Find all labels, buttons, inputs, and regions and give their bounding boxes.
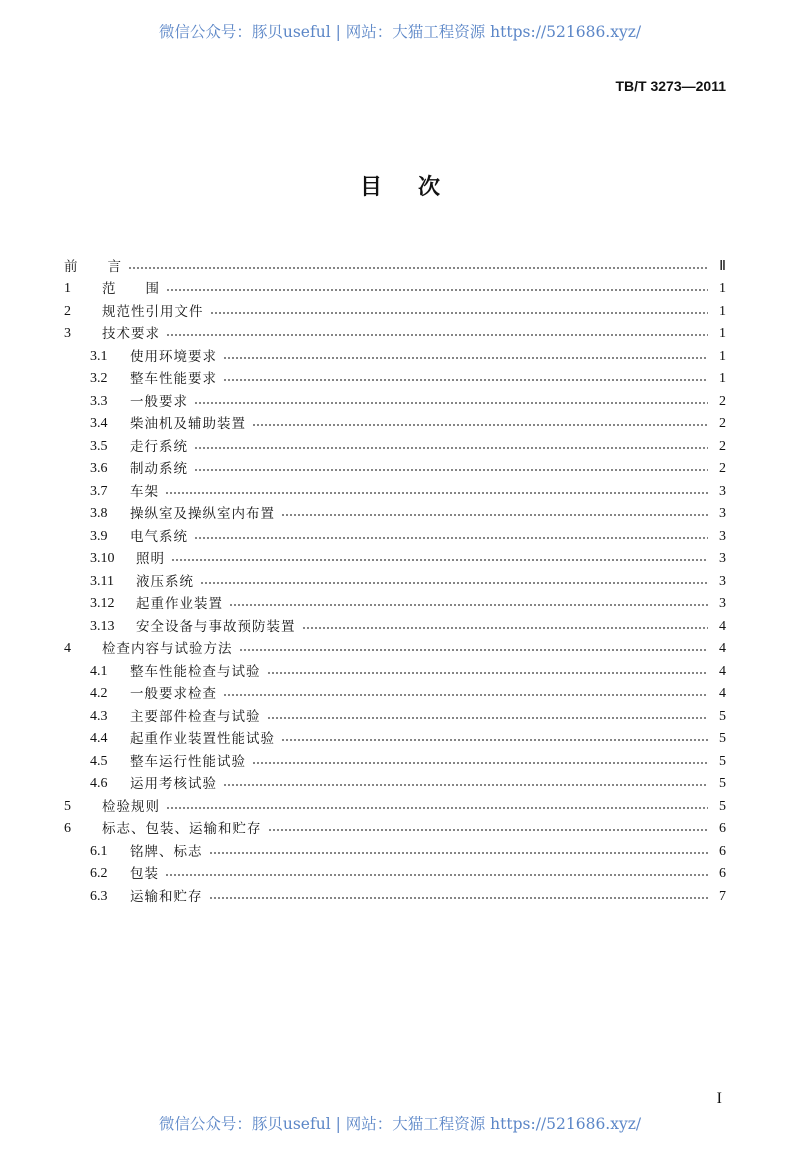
toc-entry[interactable] — [64, 635, 726, 658]
dot-leader — [267, 716, 709, 720]
toc-entry-page: 5 — [719, 776, 726, 791]
toc-entry-number: 2 — [64, 303, 71, 319]
toc-entry-page: 3 — [719, 573, 726, 589]
dot-leader — [209, 896, 709, 900]
toc-entry[interactable] — [64, 792, 726, 815]
toc-entry-number: 4.2 — [90, 686, 108, 701]
dot-leader — [223, 783, 708, 787]
toc-entry-label: 液压系统 — [136, 573, 194, 590]
dot-leader — [223, 693, 708, 697]
dot-leader — [165, 873, 708, 877]
toc-entry[interactable] — [64, 410, 726, 433]
toc-entry-label: 柴油机及辅助装置 — [130, 416, 246, 432]
dot-leader — [267, 671, 709, 675]
toc-entry[interactable] — [64, 657, 726, 680]
toc-entry-page: 1 — [719, 281, 726, 296]
toc-entry-label: 技术要求 — [102, 326, 160, 342]
toc-entry-label: 标志、包装、运输和贮存 — [102, 821, 262, 837]
toc-entry-number: 3.2 — [90, 371, 108, 386]
toc-entry-label: 前 言 — [64, 258, 122, 275]
dot-leader — [166, 333, 708, 337]
toc-entry-page: 5 — [719, 731, 726, 746]
toc-entry-label: 规范性引用文件 — [102, 303, 204, 320]
toc-entry-number: 3.6 — [90, 461, 108, 476]
toc-entry[interactable] — [64, 747, 726, 770]
toc-entry-label: 起重作业装置 — [136, 596, 223, 612]
toc-entry-number: 4.6 — [90, 776, 108, 791]
toc-entry-number: 4.5 — [90, 753, 108, 769]
toc-entry-number: 4.3 — [90, 708, 108, 724]
toc-entry-number: 6.3 — [90, 888, 108, 904]
toc-entry-page: 7 — [719, 888, 726, 904]
dot-leader — [194, 446, 708, 450]
dot-leader — [302, 626, 709, 630]
toc-entry-label: 整车运行性能试验 — [130, 753, 246, 770]
toc-entry-label: 检查内容与试验方法 — [102, 641, 233, 657]
dot-leader — [128, 266, 708, 270]
toc-entry[interactable] — [64, 455, 726, 478]
toc-entry-page: 3 — [719, 506, 726, 521]
toc-entry-number: 4.4 — [90, 731, 108, 746]
dot-leader — [194, 468, 708, 472]
toc-entry-page: 2 — [719, 461, 726, 476]
toc-entry-label: 起重作业装置性能试验 — [130, 731, 275, 747]
toc-entry-page: 6 — [719, 843, 726, 859]
toc-entry[interactable] — [64, 252, 726, 275]
page-number: I — [716, 1090, 722, 1107]
dot-leader — [200, 581, 708, 585]
toc-entry-page: 3 — [719, 551, 726, 566]
toc-entry-number: 3.3 — [90, 393, 108, 409]
toc-entry-label: 整车性能检查与试验 — [130, 663, 261, 680]
toc-entry-number: 6.2 — [90, 866, 108, 881]
toc-entry[interactable] — [64, 590, 726, 613]
toc-entry-number: 3.1 — [90, 348, 108, 364]
toc-entry[interactable] — [64, 680, 726, 703]
dot-leader — [239, 648, 709, 652]
toc-entry-page: 2 — [719, 393, 726, 409]
toc-entry-page: 6 — [719, 866, 726, 881]
toc-entry-number: 4 — [64, 641, 71, 656]
toc-entry[interactable] — [64, 477, 726, 500]
toc-entry[interactable] — [64, 500, 726, 523]
toc-entry-page: 5 — [719, 708, 726, 724]
toc-entry-label: 整车性能要求 — [130, 371, 217, 387]
dot-leader — [268, 828, 709, 832]
dot-leader — [194, 401, 708, 405]
toc-entry[interactable] — [64, 567, 726, 590]
toc-entry[interactable] — [64, 432, 726, 455]
toc-entry[interactable] — [64, 387, 726, 410]
toc-entry-page: 5 — [719, 753, 726, 769]
toc-entry-number: 3.12 — [90, 596, 115, 611]
toc-entry-label: 检验规则 — [102, 798, 160, 815]
toc-entry-page: Ⅱ — [719, 258, 726, 274]
toc-entry[interactable] — [64, 702, 726, 725]
toc-entry-number: 4.1 — [90, 663, 108, 679]
toc-entry-page: 1 — [719, 371, 726, 386]
toc-entry-number: 3 — [64, 326, 71, 341]
toc-entry-number: 3.7 — [90, 483, 108, 499]
dot-leader — [165, 491, 708, 495]
toc-entry-label: 走行系统 — [130, 438, 188, 455]
toc-entry-label: 照明 — [136, 551, 165, 567]
toc-entry[interactable] — [64, 320, 726, 343]
dot-leader — [209, 851, 709, 855]
toc-entry-page: 1 — [719, 303, 726, 319]
title-char: 目 — [359, 175, 382, 200]
toc-entry-label: 范 围 — [102, 281, 160, 297]
page-title — [0, 170, 800, 201]
toc-entry[interactable] — [64, 612, 726, 635]
dot-leader — [171, 558, 708, 562]
toc-entry-page: 3 — [719, 596, 726, 611]
dot-leader — [223, 356, 708, 360]
toc-entry-label: 包装 — [130, 866, 159, 882]
toc-entry[interactable] — [64, 297, 726, 320]
toc-entry[interactable] — [64, 815, 726, 838]
toc-entry-number: 3.4 — [90, 416, 108, 431]
toc-entry-number: 1 — [64, 281, 71, 296]
toc-entry-label: 一般要求 — [130, 393, 188, 410]
toc-entry-page: 4 — [719, 618, 726, 634]
toc-entry-label: 操纵室及操纵室内布置 — [130, 506, 275, 522]
toc-entry-label: 车架 — [130, 483, 159, 500]
toc-entry-label: 铭牌、标志 — [130, 843, 203, 860]
toc-entry-number: 3.5 — [90, 438, 108, 454]
dot-leader — [252, 423, 708, 427]
toc-entry[interactable] — [64, 837, 726, 860]
toc-entry[interactable] — [64, 275, 726, 298]
standard-number: TB/T 3273—2011 — [615, 78, 726, 94]
toc-entry-page: 1 — [719, 348, 726, 364]
toc-entry[interactable] — [64, 770, 726, 793]
toc-entry-label: 电气系统 — [130, 528, 188, 545]
toc-entry-page: 2 — [719, 416, 726, 431]
dot-leader — [281, 738, 708, 742]
toc-entry[interactable] — [64, 522, 726, 545]
title-char: 次 — [418, 175, 441, 200]
toc-entry-number: 3.10 — [90, 551, 115, 566]
toc-entry-label: 使用环境要求 — [130, 348, 217, 365]
dot-leader — [166, 288, 708, 292]
toc-entry-label: 运输和贮存 — [130, 888, 203, 905]
toc-entry-page: 4 — [719, 663, 726, 679]
toc-entry[interactable] — [64, 545, 726, 568]
toc-entry-number: 6 — [64, 821, 71, 836]
toc-entry[interactable] — [64, 365, 726, 388]
toc-entry[interactable] — [64, 882, 726, 905]
table-of-contents — [64, 252, 726, 905]
watermark-bottom: 微信公众号：豚贝useful | 网站：大猫工程资源 https://521686.xyz/ — [158, 1115, 642, 1133]
dot-leader — [281, 513, 708, 517]
dot-leader — [194, 536, 708, 540]
toc-entry-page: 3 — [719, 483, 726, 499]
toc-entry-label: 安全设备与事故预防装置 — [136, 618, 296, 635]
toc-entry-number: 6.1 — [90, 843, 108, 859]
toc-entry-page: 4 — [719, 641, 726, 656]
toc-entry-label: 主要部件检查与试验 — [130, 708, 261, 725]
toc-entry[interactable] — [64, 342, 726, 365]
dot-leader — [229, 603, 708, 607]
toc-entry-label: 运用考核试验 — [130, 776, 217, 792]
toc-entry-number: 3.11 — [90, 573, 114, 589]
toc-entry[interactable] — [64, 725, 726, 748]
toc-entry-number: 3.9 — [90, 528, 108, 544]
toc-entry-page: 5 — [719, 798, 726, 814]
toc-entry-page: 2 — [719, 438, 726, 454]
toc-entry-number: 3.13 — [90, 618, 115, 634]
toc-entry-page: 6 — [719, 821, 726, 836]
dot-leader — [210, 311, 709, 315]
toc-entry-label: 制动系统 — [130, 461, 188, 477]
toc-entry[interactable] — [64, 860, 726, 883]
toc-entry-number: 5 — [64, 798, 71, 814]
toc-entry-number: 3.8 — [90, 506, 108, 521]
toc-entry-page: 4 — [719, 686, 726, 701]
dot-leader — [166, 806, 708, 810]
toc-entry-page: 1 — [719, 326, 726, 341]
watermark-top: 微信公众号：豚贝useful | 网站：大猫工程资源 https://521686.xyz/ — [158, 23, 642, 41]
toc-entry-page: 3 — [719, 528, 726, 544]
toc-entry-label: 一般要求检查 — [130, 686, 217, 702]
dot-leader — [252, 761, 708, 765]
dot-leader — [223, 378, 708, 382]
